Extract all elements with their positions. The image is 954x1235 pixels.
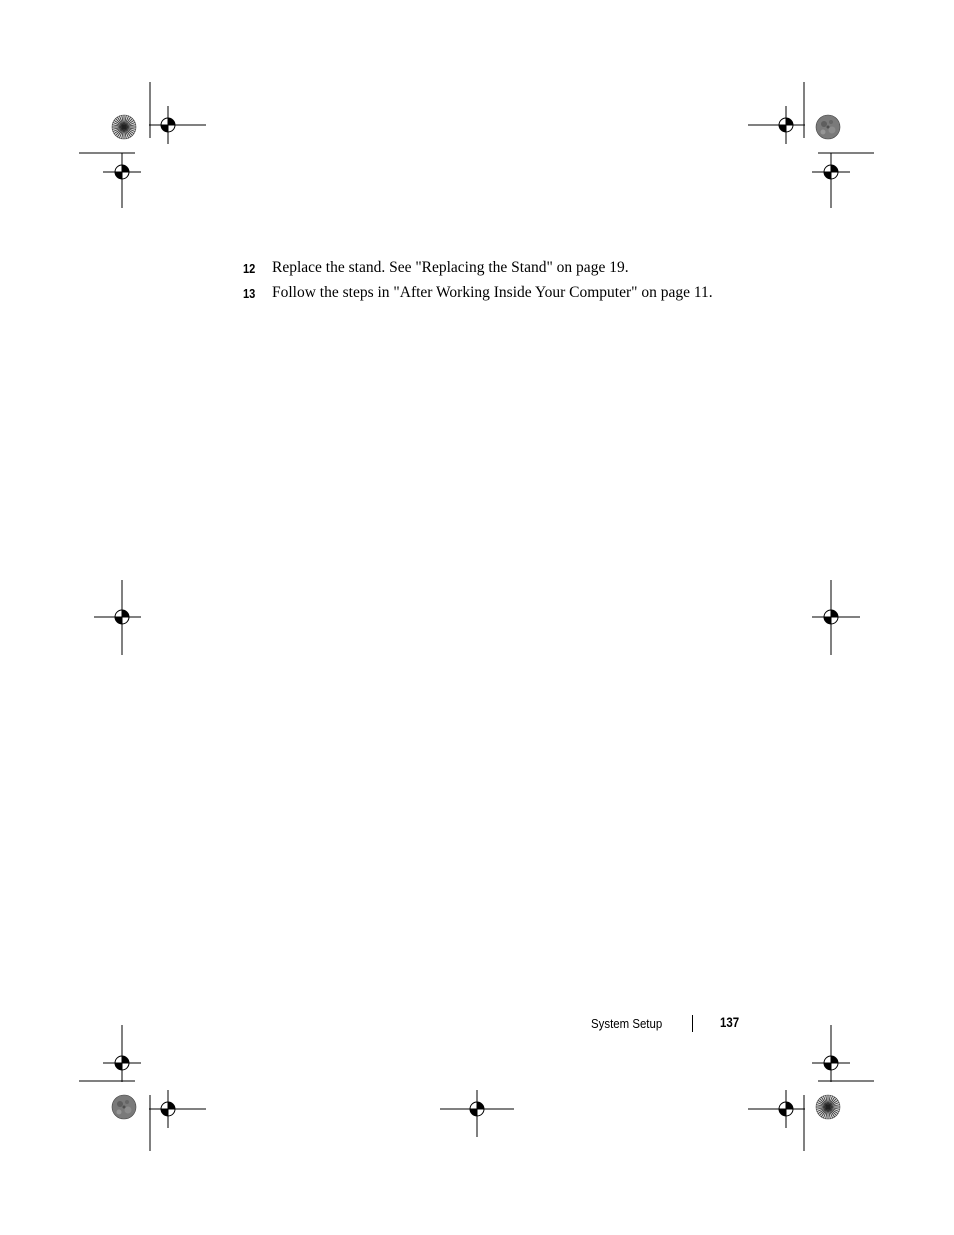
color-target-icon (816, 115, 840, 139)
page-number: 137 (720, 1015, 740, 1030)
step-text: Replace the stand. See "Replacing the Stand" on page 19. (272, 259, 629, 276)
footer-section-title: System Setup (591, 1016, 663, 1031)
step-text: Follow the steps in "After Working Inside Your Computer" on page 11. (272, 284, 713, 301)
color-target-icon (816, 1095, 840, 1119)
step-number: 12 (243, 261, 256, 276)
color-target-icon (112, 115, 136, 139)
footer-divider (692, 1015, 693, 1032)
color-target-icon (112, 1095, 136, 1119)
step-number: 13 (243, 286, 256, 301)
